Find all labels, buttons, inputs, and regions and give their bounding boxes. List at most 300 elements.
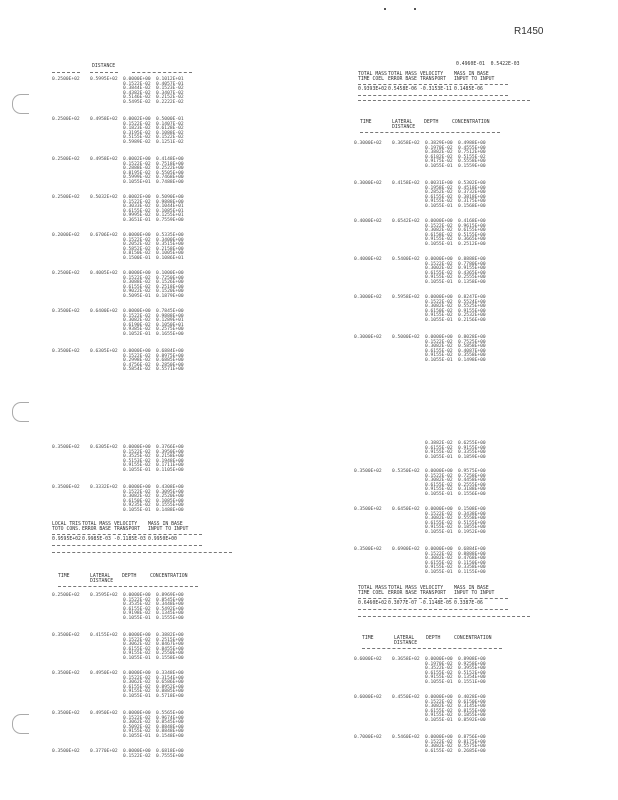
concentration-value: 0.3355E+00 (458, 450, 486, 455)
concentration-value: 0.8455E+00 (156, 646, 184, 652)
concentration-value: 0.5558E+00 (458, 516, 486, 521)
depth-value: 0.0000E+00 (123, 671, 151, 676)
time-value: 0.6000E+02 (354, 695, 382, 700)
lateral-distance-value: 0.3658E+02 (392, 141, 420, 146)
depth-value: 0.2852E-02 (425, 190, 453, 195)
depth-value: 0.1522E-02 (123, 637, 151, 643)
data-block (354, 336, 486, 363)
concentration-value: 0.1044E+01 (156, 204, 184, 209)
depth-value: 0.0000E+00 (123, 485, 151, 490)
data-row (354, 493, 486, 498)
concentration-value: 0.2156E+00 (458, 317, 486, 323)
concentration-value: 0.5505E+00 (156, 170, 184, 176)
concentration-value: 0.1558E+00 (156, 655, 184, 661)
concentration-value: 0.3175E+00 (458, 199, 486, 204)
depth-value: 0.1055E-01 (123, 693, 151, 699)
dashed-rule (362, 648, 502, 649)
lateral-distance-value: 0.6450E+02 (392, 507, 420, 512)
depth-value: 0.0000E+00 (123, 445, 151, 450)
concentration-value: 0.5858E+00 (458, 344, 486, 349)
data-row (52, 101, 184, 106)
depth-value: 0.2052E-02 (123, 242, 151, 247)
depth-value: 0.3522E-02 (425, 666, 453, 671)
concentration-value: 0.1520E+00 (156, 289, 184, 294)
concentration-value: 0.7525E+00 (458, 339, 486, 345)
depth-value: 0.3082E-02 (425, 556, 453, 561)
depth-value: 0.0002E+00 (123, 195, 151, 200)
top-value: 0.4960E-01 0.5422E-03 (456, 62, 520, 67)
depth-value: 0.1522E-02 (123, 715, 151, 721)
depth-value: 0.3088E-02 (123, 280, 151, 285)
summary-header: TOTAL MASS ERROR BASE (388, 586, 417, 596)
depth-value: 0.6190E-02 (123, 322, 151, 328)
lateral-distance-value: 0.5032E+02 (90, 195, 118, 200)
depth-value: 0.5854E-02 (123, 367, 151, 372)
lateral-distance-value: 0.4950E+02 (90, 711, 118, 716)
concentration-value: 0.3145E+00 (458, 704, 486, 709)
depth-value: 0.9155E-02 (425, 675, 453, 680)
depth-value: 0.3651E-01 (123, 217, 151, 223)
concentration-value: 0.6884E+00 (458, 547, 486, 552)
data-block (354, 736, 486, 754)
data-row (52, 181, 184, 186)
column-header: DISTANCE (92, 64, 116, 69)
data-block (354, 470, 486, 497)
depth-value: 0.9155E-02 (123, 463, 151, 468)
data-row (52, 657, 184, 662)
depth-value: 0.9155E-02 (123, 729, 151, 734)
data-row (354, 719, 486, 724)
concentration-value: 0.5718E+00 (156, 693, 184, 699)
depth-value: 0.0002E+00 (123, 117, 151, 122)
depth-value: 0.1055E-01 (425, 317, 453, 323)
data-block (52, 446, 184, 473)
concentration-value: 0.8848E+00 (156, 724, 184, 730)
dashed-rule (90, 72, 118, 73)
concentration-value: 0.1050E+01 (156, 322, 184, 328)
depth-value: 0.9155E-02 (123, 651, 151, 656)
data-block (52, 310, 184, 337)
dashed-rule (358, 84, 508, 85)
data-row (354, 281, 486, 286)
concentration-value: 0.7780E+00 (458, 261, 486, 267)
depth-value: 0.0000E+00 (425, 219, 453, 224)
concentration-value: 0.1085E+00 (156, 498, 184, 504)
summary-value: 0.3387E-06 (454, 601, 483, 606)
concentration-value: 0.7555E+00 (156, 753, 184, 759)
concentration-value: 0.1556E+00 (458, 491, 486, 497)
concentration-value: 0.2555E+00 (458, 482, 486, 488)
depth-value: 0.2888E-02 (123, 166, 151, 171)
concentration-value: 0.1345E+00 (156, 611, 184, 616)
time-value: 0.3500E+02 (52, 671, 80, 676)
scan-speck (384, 8, 386, 10)
depth-value: 0.1522E-02 (425, 739, 453, 745)
concentration-value: 0.3766E+00 (156, 445, 184, 450)
concentration-value: 0.8545E+00 (156, 597, 184, 603)
concentration-value: 0.1948E+00 (156, 458, 184, 464)
data-row (52, 295, 184, 300)
depth-value: 0.1522E-02 (123, 81, 151, 87)
concentration-value: 0.7258E+00 (458, 473, 486, 479)
data-block (354, 220, 486, 247)
time-value: 0.4000E+02 (354, 219, 382, 224)
depth-value: 0.0000E+00 (425, 335, 453, 340)
data-row (52, 617, 184, 622)
concentration-value: 0.2550E+00 (156, 651, 184, 656)
concentration-value: 0.1855E+00 (458, 713, 486, 718)
time-value: 0.6000E+02 (354, 657, 382, 662)
lateral-distance-value: 0.4958E+02 (90, 117, 118, 122)
depth-value: 0.1055E-01 (425, 491, 453, 497)
depth-value: 0.3082E-02 (425, 744, 453, 749)
data-block (354, 142, 486, 169)
depth-value: 0.0000E+00 (425, 507, 453, 512)
depth-value: 0.9155E-02 (425, 275, 453, 280)
time-value: 0.2500E+02 (52, 593, 80, 598)
depth-value: 0.9235E-02 (123, 503, 151, 508)
time-value: 0.2500E+02 (52, 157, 80, 162)
concentration-value: 0.8885E+00 (156, 689, 184, 694)
summary-value: 0.9595E+02 (52, 537, 81, 542)
dashed-rule (360, 132, 500, 133)
time-value: 0.2500E+02 (52, 271, 80, 276)
summary-header: VELOCITY TRANSPORT (420, 586, 446, 596)
concentration-value: 0.2152E-02 (156, 95, 184, 100)
dashed-rule (52, 552, 232, 553)
depth-value: 0.1055E-01 (425, 357, 453, 363)
depth-value: 0.3882E-02 (425, 150, 453, 155)
concentration-value: 0.5155E-02 (458, 154, 486, 160)
concentration-value: 0.7488E+00 (156, 179, 184, 185)
summary-value: 0.9393E+02 (358, 87, 387, 92)
depth-value: 0.3195E-02 (123, 130, 151, 136)
depth-value: 0.0000E+00 (425, 295, 453, 300)
concentration-value: 0.2555E+00 (458, 275, 486, 280)
concentration-value: 0.1559E+00 (458, 163, 486, 169)
summary-header: MASS IN BASE INPUT TO INPUT (454, 72, 495, 82)
concentration-value: 0.2575E+00 (156, 327, 184, 332)
table-header-cell: TIME (58, 574, 70, 579)
concentration-value: 0.5558E+00 (458, 159, 486, 164)
dashed-rule (358, 95, 508, 96)
concentration-value: 0.8888E+00 (458, 551, 486, 557)
data-block (52, 672, 184, 699)
lateral-distance-value: 0.3658E+02 (392, 657, 420, 662)
depth-value: 0.0000E+00 (123, 309, 151, 314)
concentration-value: 0.7559E+00 (156, 217, 184, 223)
concentration-value: 0.1711E+00 (156, 463, 184, 468)
concentration-value: 0.4555E+00 (458, 145, 486, 151)
dashed-rule (132, 72, 192, 73)
concentration-value: 0.6150E+00 (458, 699, 486, 705)
concentration-value: 0.8888E+00 (458, 257, 486, 262)
time-value: 0.4000E+02 (354, 257, 382, 262)
table-header-cell: CONCENTRATION (454, 636, 492, 641)
concentration-value: 0.3955E+00 (458, 666, 486, 671)
depth-value: 0.3062E-02 (123, 680, 151, 685)
depth-value: 0.9155E-02 (425, 565, 453, 570)
concentration-value: 0.1012E+01 (156, 77, 184, 82)
table-header-cell: LATERAL DISTANCE (394, 636, 418, 646)
concentration-value: 0.4308E+00 (156, 485, 184, 490)
table-header-cell: LATERAL DISTANCE (90, 574, 114, 584)
depth-value: 0.9385E-02 (123, 327, 151, 332)
concentration-value: 0.1088E-02 (156, 130, 184, 136)
concentration-value: 0.3448E+00 (156, 602, 184, 607)
depth-value: 0.3082E-02 (425, 478, 453, 483)
depth-value: 0.0000E+00 (123, 711, 151, 716)
depth-value: 0.6155E-02 (123, 208, 151, 214)
table-header-cell: TIME (362, 636, 374, 641)
summary-header: TOTAL MASS TIME COEL (358, 586, 387, 596)
summary-header: MASS IN BASE INPUT TO INPUT (148, 522, 189, 532)
summary-header: MASS IN BASE INPUT TO INPUT (454, 586, 495, 596)
depth-value: 0.1522E-02 (123, 237, 151, 243)
binder-hole (12, 714, 29, 734)
concentration-value: 0.4168E+00 (458, 219, 486, 224)
lateral-distance-value: 0.5995E+02 (90, 77, 118, 82)
concentration-value: 0.5302E+00 (458, 181, 486, 186)
concentration-value: 0.1358E+00 (458, 279, 486, 285)
data-block (354, 508, 486, 535)
page-identifier: R1450 (514, 26, 544, 37)
depth-value: 0.1823E-02 (123, 126, 151, 131)
lateral-distance-value: 0.6400E+02 (90, 309, 118, 314)
time-value: 0.3000E+02 (354, 181, 382, 186)
concentration-value: 0.1555E+00 (156, 615, 184, 621)
concentration-value: 0.4087E+00 (458, 348, 486, 354)
depth-value: 0.6155E-02 (425, 560, 453, 566)
dashed-rule (52, 72, 80, 73)
depth-value: 0.0000E+00 (123, 749, 151, 754)
data-block (52, 272, 184, 299)
depth-value: 0.0000E+00 (425, 257, 453, 262)
concentration-value: 0.3818E+00 (458, 194, 486, 200)
depth-value: 0.8150E-02 (123, 251, 151, 256)
concentration-value: 0.2532E+00 (458, 313, 486, 318)
depth-value: 0.9155E-02 (425, 487, 453, 492)
concentration-value: 0.3558E+00 (458, 353, 486, 358)
depth-value: 0.1500E-01 (123, 255, 151, 261)
depth-value: 0.0031E+00 (425, 181, 453, 186)
concentration-value: 0.1000E+00 (156, 271, 184, 276)
concentration-value: 0.1498E+00 (458, 357, 486, 363)
depth-value: 0.5852E-02 (123, 246, 151, 252)
data-row (52, 509, 184, 514)
time-value: 0.3500E+02 (354, 507, 382, 512)
data-row (52, 257, 184, 262)
depth-value: 0.0000E+00 (425, 657, 453, 662)
summary-header: TOTAL MASS ERROR BASE (82, 522, 111, 532)
depth-value: 0.3082E-02 (425, 704, 453, 709)
concentration-value: 0.1522E-02 (156, 135, 184, 140)
table-header-cell: DEPTH (426, 636, 441, 641)
data-block (354, 442, 486, 460)
depth-value: 0.1055E-01 (123, 733, 151, 739)
summary-value: 0.9985E-03 (82, 537, 111, 542)
concentration-value: 0.1568E+00 (458, 203, 486, 209)
depth-value: 0.6155E-02 (425, 348, 453, 354)
depth-value: 0.1522E-02 (123, 353, 151, 359)
depth-value: 0.1055E-01 (123, 467, 151, 473)
time-value: 0.3500E+02 (52, 309, 80, 314)
depth-value: 0.0000E+00 (425, 695, 453, 700)
depth-value: 0.9198E-02 (123, 611, 151, 616)
time-value: 0.3500E+02 (52, 445, 80, 450)
lateral-distance-value: 0.6542E+02 (392, 219, 420, 224)
time-value: 0.3500E+02 (52, 711, 80, 716)
table-header-cell: CONCENTRATION (150, 574, 188, 579)
concentration-value: 0.2158E+00 (156, 246, 184, 252)
lateral-distance-value: 0.6706E+02 (90, 233, 118, 238)
data-row (354, 681, 486, 686)
data-row (354, 359, 486, 364)
depth-value: 0.1970E-02 (425, 145, 453, 151)
concentration-value: 0.3732E+00 (458, 190, 486, 195)
depth-value: 0.1522E-02 (123, 313, 151, 319)
depth-value: 0.5495E-02 (123, 99, 151, 105)
concentration-value: 0.1508E+00 (458, 507, 486, 512)
concentration-value: 0.8175E+00 (458, 739, 486, 745)
data-row (354, 165, 486, 170)
table-header-cell: DEPTH (122, 574, 137, 579)
depth-value: 0.0000E+00 (425, 547, 453, 552)
concentration-value: 0.8848E+00 (156, 729, 184, 734)
depth-value: 0.9022E-02 (123, 289, 151, 294)
data-block (52, 350, 184, 373)
data-block (354, 548, 486, 575)
summary-value: 0.3077E-07 (388, 601, 417, 606)
data-block (52, 486, 184, 513)
concentration-value: 0.1005E+00 (156, 251, 184, 256)
concentration-value: 0.1551E+00 (458, 679, 486, 685)
depth-value: 0.9155E-02 (425, 199, 453, 204)
concentration-value: 0.9888E+00 (156, 199, 184, 205)
concentration-value: 0.6884E+00 (156, 349, 184, 354)
lateral-distance-value: 0.6900E+02 (392, 547, 420, 552)
concentration-value: 0.7250E+00 (156, 275, 184, 281)
concentration-value: 0.8592E+00 (458, 717, 486, 723)
summary-value: 0.6460E+02 (358, 601, 387, 606)
depth-value: 0.1055E-01 (425, 454, 453, 460)
concentration-value: 0.4768E+00 (458, 556, 486, 561)
depth-value: 0.6155E-02 (425, 482, 453, 488)
depth-value: 0.1522E-02 (123, 275, 151, 281)
lateral-distance-value: 0.4158E+02 (392, 181, 420, 186)
time-value: 0.2500E+02 (52, 117, 80, 122)
dashed-rule (358, 100, 530, 101)
depth-value: 0.9155E-02 (425, 713, 453, 718)
depth-value: 0.0002E+00 (123, 157, 151, 162)
concentration-value: 0.9155E+00 (458, 266, 486, 271)
concentration-value: 0.3348E+00 (156, 671, 184, 676)
depth-value: 0.3082E-02 (123, 494, 151, 499)
depth-value: 0.3002E-02 (425, 266, 453, 271)
depth-value: 0.3062E-02 (123, 720, 151, 725)
lateral-distance-value: 0.6305E+02 (90, 445, 118, 450)
lateral-distance-value: 0.5460E+02 (392, 735, 420, 740)
concentration-value: 0.8975E+00 (156, 353, 184, 359)
depth-value: 0.3082E-02 (425, 516, 453, 521)
depth-value: 0.5999E-02 (123, 175, 151, 180)
summary-header: VELOCITY TRANSPORT (114, 522, 140, 532)
lateral-distance-value: 0.4005E+02 (90, 271, 118, 276)
concentration-value: 0.2522E+00 (156, 166, 184, 171)
concentration-value: 0.9888E+00 (156, 313, 184, 319)
concentration-value: 0.1354E+00 (458, 675, 486, 680)
depth-value: 0.1522E-02 (123, 121, 151, 127)
concentration-value: 0.6155E+00 (458, 228, 486, 233)
concentration-value: 0.8155E+00 (458, 708, 486, 714)
data-row (52, 469, 184, 474)
data-row (52, 219, 184, 224)
time-value: 0.3500E+02 (52, 749, 80, 754)
concentration-value: 0.4028E+00 (458, 695, 486, 700)
depth-value: 0.5095E-01 (123, 293, 151, 299)
depth-value: 0.0000E+00 (123, 233, 151, 238)
table-header-cell: LATERAL DISTANCE (392, 120, 416, 130)
depth-value: 0.0000E+00 (123, 593, 151, 598)
summary-value: -0.1148E-05 (420, 601, 452, 606)
lateral-distance-value: 0.3332E+02 (90, 485, 118, 490)
data-row (52, 141, 184, 146)
concentration-value: 0.5000E-01 (156, 117, 184, 122)
depth-value: 0.6158E-02 (425, 232, 453, 238)
dashed-rule (58, 586, 198, 587)
depth-value: 0.6155E-02 (425, 194, 453, 200)
depth-value: 0.5092E-02 (123, 724, 151, 730)
time-value: 0.2000E+02 (52, 233, 80, 238)
time-value: 0.3500E+02 (354, 469, 382, 474)
depth-value: 0.1522E-02 (425, 299, 453, 305)
concentration-value: 0.2222E-02 (156, 99, 184, 105)
data-row (52, 368, 184, 373)
depth-value: 0.1522E-02 (425, 511, 453, 517)
depth-value: 0.6155E-02 (123, 606, 151, 612)
concentration-value: 0.1548E+00 (156, 733, 184, 739)
depth-value: 0.1055E-01 (425, 279, 453, 285)
concentration-value: 0.1289E+01 (156, 318, 184, 323)
data-block (52, 750, 184, 759)
depth-value: 0.6155E-02 (123, 646, 151, 652)
concentration-value: 0.1255E+01 (156, 213, 184, 218)
binder-hole (12, 402, 29, 422)
concentration-value: 0.7512E+00 (458, 150, 486, 155)
data-block (52, 634, 184, 661)
dashed-rule (358, 598, 508, 599)
data-block (52, 196, 184, 223)
concentration-value: 0.3665E+00 (458, 237, 486, 242)
lateral-distance-value: 0.5350E+02 (392, 469, 420, 474)
concentration-value: 0.1555E+00 (156, 503, 184, 508)
time-value: 0.7000E+02 (354, 735, 382, 740)
depth-value: 0.3844E-02 (123, 86, 151, 91)
concentration-value: 0.4057E-01 (156, 81, 184, 87)
depth-value: 0.9155E-02 (425, 237, 453, 242)
time-value: 0.2500E+02 (52, 195, 80, 200)
lateral-distance-value: 0.3595E+02 (90, 593, 118, 598)
depth-value: 0.0000E+00 (425, 469, 453, 474)
summary-value: 0.9950E+00 (148, 537, 177, 542)
depth-value: 0.1522E-02 (425, 473, 453, 479)
concentration-value: 0.1407E-02 (156, 121, 184, 127)
concentration-value: 0.5492E+00 (156, 606, 184, 612)
concentration-value: 0.2520E+00 (156, 494, 184, 499)
depth-value: 0.1055E-01 (425, 163, 453, 169)
depth-value: 0.1055E-01 (425, 529, 453, 535)
summary-header: LOCAL TRIS TOTO CONS. (52, 522, 81, 532)
